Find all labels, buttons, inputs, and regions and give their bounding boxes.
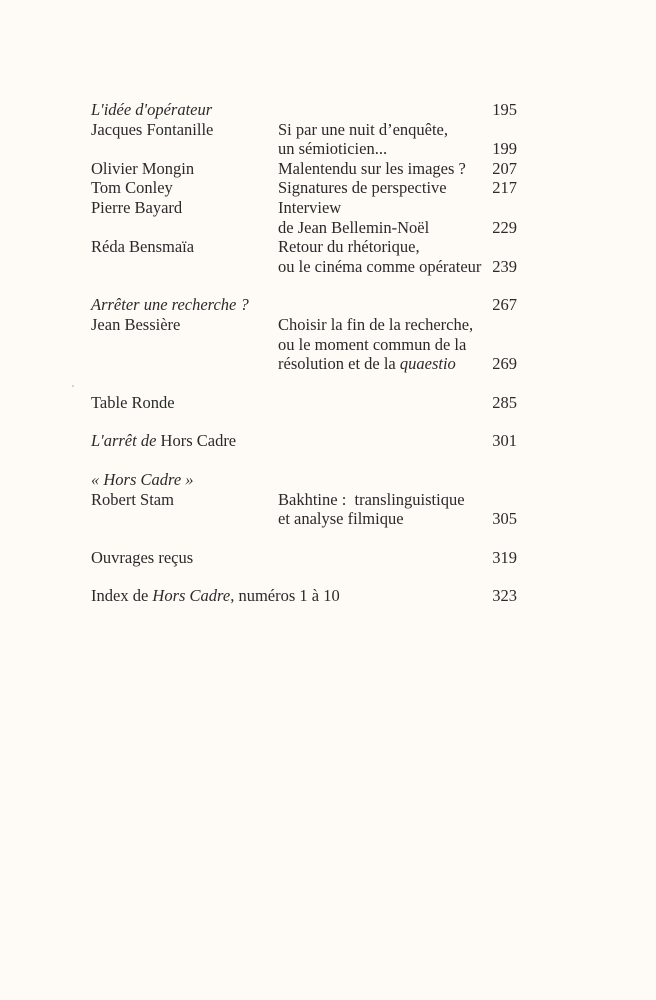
toc-entry-arret xyxy=(91,431,517,451)
entry-label: Ouvrages reçus xyxy=(91,547,194,567)
page-number: 285 xyxy=(492,392,517,412)
article-title: de Jean Bellemin-Noël xyxy=(278,217,430,237)
author-name: Jacques Fontanille xyxy=(91,119,214,139)
article-title: Signatures de perspective xyxy=(278,178,447,198)
page-number: 319 xyxy=(492,547,517,567)
page-number: 239 xyxy=(492,256,517,276)
page-number: 301 xyxy=(492,431,517,451)
article-title: un sémioticien... xyxy=(278,139,388,159)
article-title: ou le cinéma comme opérateur xyxy=(278,256,482,276)
page-number: 323 xyxy=(492,586,517,606)
author-name: Pierre Bayard xyxy=(91,197,183,217)
section-arreter-recherche xyxy=(91,295,517,315)
page-number: 305 xyxy=(492,509,517,529)
toc-entry xyxy=(91,198,517,237)
toc-entry xyxy=(91,120,517,159)
article-title: Interview xyxy=(278,197,342,217)
section-hors-cadre xyxy=(91,470,517,529)
entry-label-italic: L'arrêt de xyxy=(91,431,157,451)
author-name: Tom Conley xyxy=(91,178,173,198)
author-name: Jean Bessière xyxy=(91,314,181,334)
page-number: 195 xyxy=(492,100,517,119)
section-idee-operateur xyxy=(91,100,517,120)
page-number: 217 xyxy=(492,178,517,198)
table-of-contents xyxy=(91,100,517,606)
toc-entry-index xyxy=(91,586,517,606)
entry-label-italic: Hors Cadre xyxy=(152,586,231,606)
article-title: ou le moment commun de la xyxy=(278,334,467,354)
section-heading: « Hors Cadre » xyxy=(91,469,194,489)
entry-label xyxy=(91,586,340,606)
article-title: et analyse filmique xyxy=(278,509,404,529)
article-title-text: résolution et de la xyxy=(278,354,400,374)
toc-entry xyxy=(91,159,517,179)
toc-entry xyxy=(91,237,517,276)
entry-label-post: , numéros 1 à 10 xyxy=(230,586,340,606)
article-title: Bakhtine : translinguistique xyxy=(278,489,465,509)
page-number: 199 xyxy=(492,139,517,159)
page-number: 269 xyxy=(492,354,517,374)
paper-speck xyxy=(72,385,74,387)
entry-label-roman: Hors Cadre xyxy=(156,431,237,451)
toc-entry-table-ronde xyxy=(91,393,517,413)
entry-label xyxy=(91,431,236,451)
toc-entry xyxy=(91,315,517,374)
article-title: Malentendu sur les images ? xyxy=(278,158,466,178)
article-title xyxy=(278,354,456,374)
author-name: Olivier Mongin xyxy=(91,158,195,178)
article-title: Choisir la fin de la recherche, xyxy=(278,314,474,334)
toc-entry xyxy=(91,178,517,198)
entry-label: Table Ronde xyxy=(91,392,175,412)
page-number: 267 xyxy=(492,295,517,315)
author-name: Robert Stam xyxy=(91,489,174,509)
article-title-italic: quaestio xyxy=(399,354,456,374)
article-title: Retour du rhétorique, xyxy=(278,237,420,257)
section-heading: Arrêter une recherche ? xyxy=(91,295,249,315)
page-number: 229 xyxy=(492,217,517,237)
section-heading: L'idée d'opérateur xyxy=(91,100,213,119)
page-number: 207 xyxy=(492,158,517,178)
article-title: Si par une nuit d’enquête, xyxy=(278,119,448,139)
toc-entry-ouvrages xyxy=(91,548,517,568)
author-name: Réda Bensmaïa xyxy=(91,237,195,257)
entry-label-pre: Index de xyxy=(91,586,153,606)
